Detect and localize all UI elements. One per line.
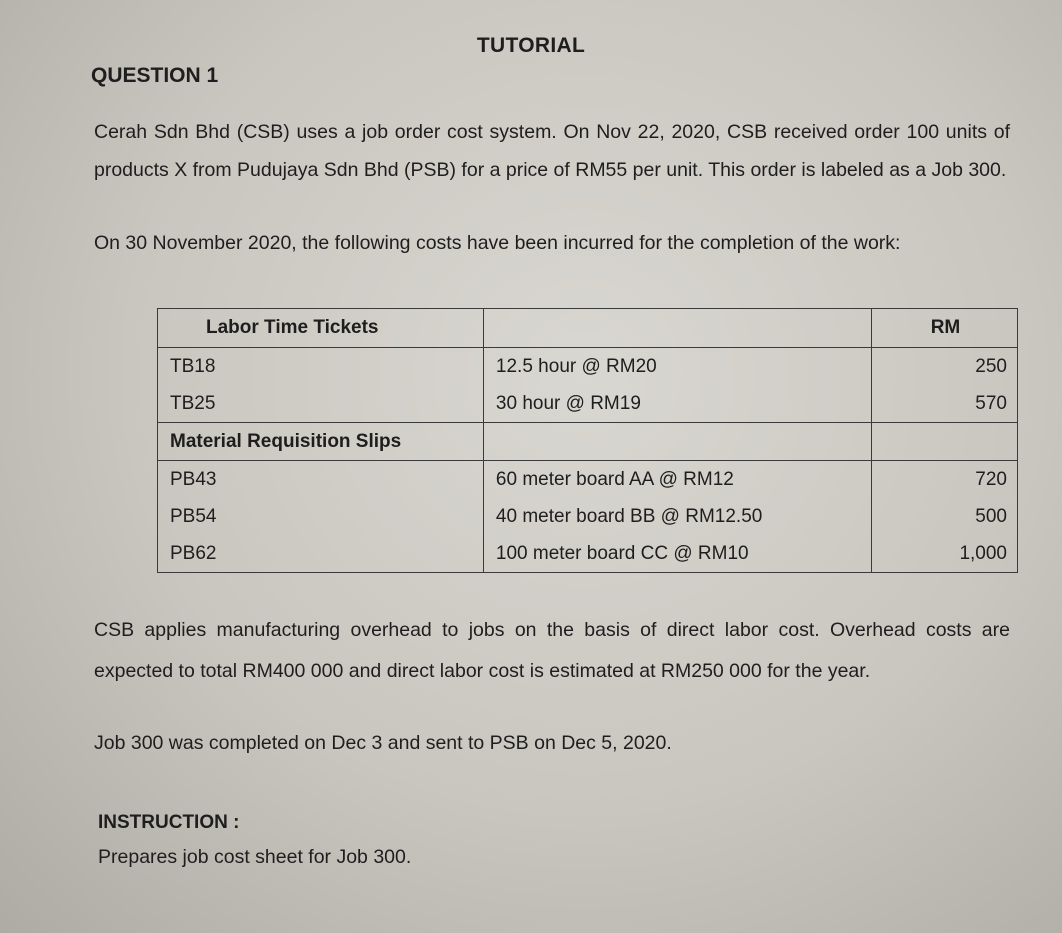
question-paragraph-1: Cerah Sdn Bhd (CSB) uses a job order cost system. On Nov 22, 2020, CSB received order 100 units of products X from Pudujaya Sdn Bhd (PSB) for a price of RM55 per unit. This order is labeled as a Job 300. xyxy=(94,121,1010,181)
header-labor-time-tickets: Labor Time Tickets xyxy=(158,309,484,348)
material-heading-row xyxy=(158,423,1018,461)
cost-table xyxy=(157,308,1018,573)
table-row xyxy=(158,498,1018,535)
question-paragraph-2: On 30 November 2020, the following costs have been incurred for the completion of the work: xyxy=(94,232,901,254)
material-code: PB62 xyxy=(158,535,484,573)
table-row xyxy=(158,461,1018,499)
material-requisition-heading: Material Requisition Slips xyxy=(158,423,484,461)
question-heading: QUESTION 1 xyxy=(91,64,219,87)
material-description: 100 meter board CC @ RM10 xyxy=(483,535,871,573)
material-amount: 720 xyxy=(871,461,1017,499)
header-rm: RM xyxy=(871,309,1017,348)
instruction-text: Prepares job cost sheet for Job 300. xyxy=(98,846,412,868)
labor-amount: 250 xyxy=(871,348,1017,386)
page-title: TUTORIAL xyxy=(476,34,586,57)
table-row xyxy=(158,535,1018,573)
material-description: 40 meter board BB @ RM12.50 xyxy=(483,498,871,535)
material-amount: 1,000 xyxy=(871,535,1017,573)
material-heading-blank-amount xyxy=(871,423,1017,461)
instruction-heading: INSTRUCTION : xyxy=(98,812,240,833)
labor-description: 12.5 hour @ RM20 xyxy=(483,348,871,386)
material-code: PB43 xyxy=(158,461,484,499)
table-header-row xyxy=(158,309,1018,348)
overhead-paragraph: CSB applies manufacturing overhead to jobs on the basis of direct labor cost. Overhead costs are expected to total RM400 000 and direct labor cost is estimated at RM250 000 for the year. xyxy=(94,619,1010,682)
table-row xyxy=(158,348,1018,386)
labor-amount: 570 xyxy=(871,385,1017,423)
material-code: PB54 xyxy=(158,498,484,535)
labor-description: 30 hour @ RM19 xyxy=(483,385,871,423)
material-heading-blank xyxy=(483,423,871,461)
header-description xyxy=(483,309,871,348)
labor-code: TB25 xyxy=(158,385,484,423)
completion-paragraph: Job 300 was completed on Dec 3 and sent to PSB on Dec 5, 2020. xyxy=(94,732,672,754)
material-amount: 500 xyxy=(871,498,1017,535)
table-row xyxy=(158,385,1018,423)
material-description: 60 meter board AA @ RM12 xyxy=(483,461,871,499)
labor-code: TB18 xyxy=(158,348,484,386)
